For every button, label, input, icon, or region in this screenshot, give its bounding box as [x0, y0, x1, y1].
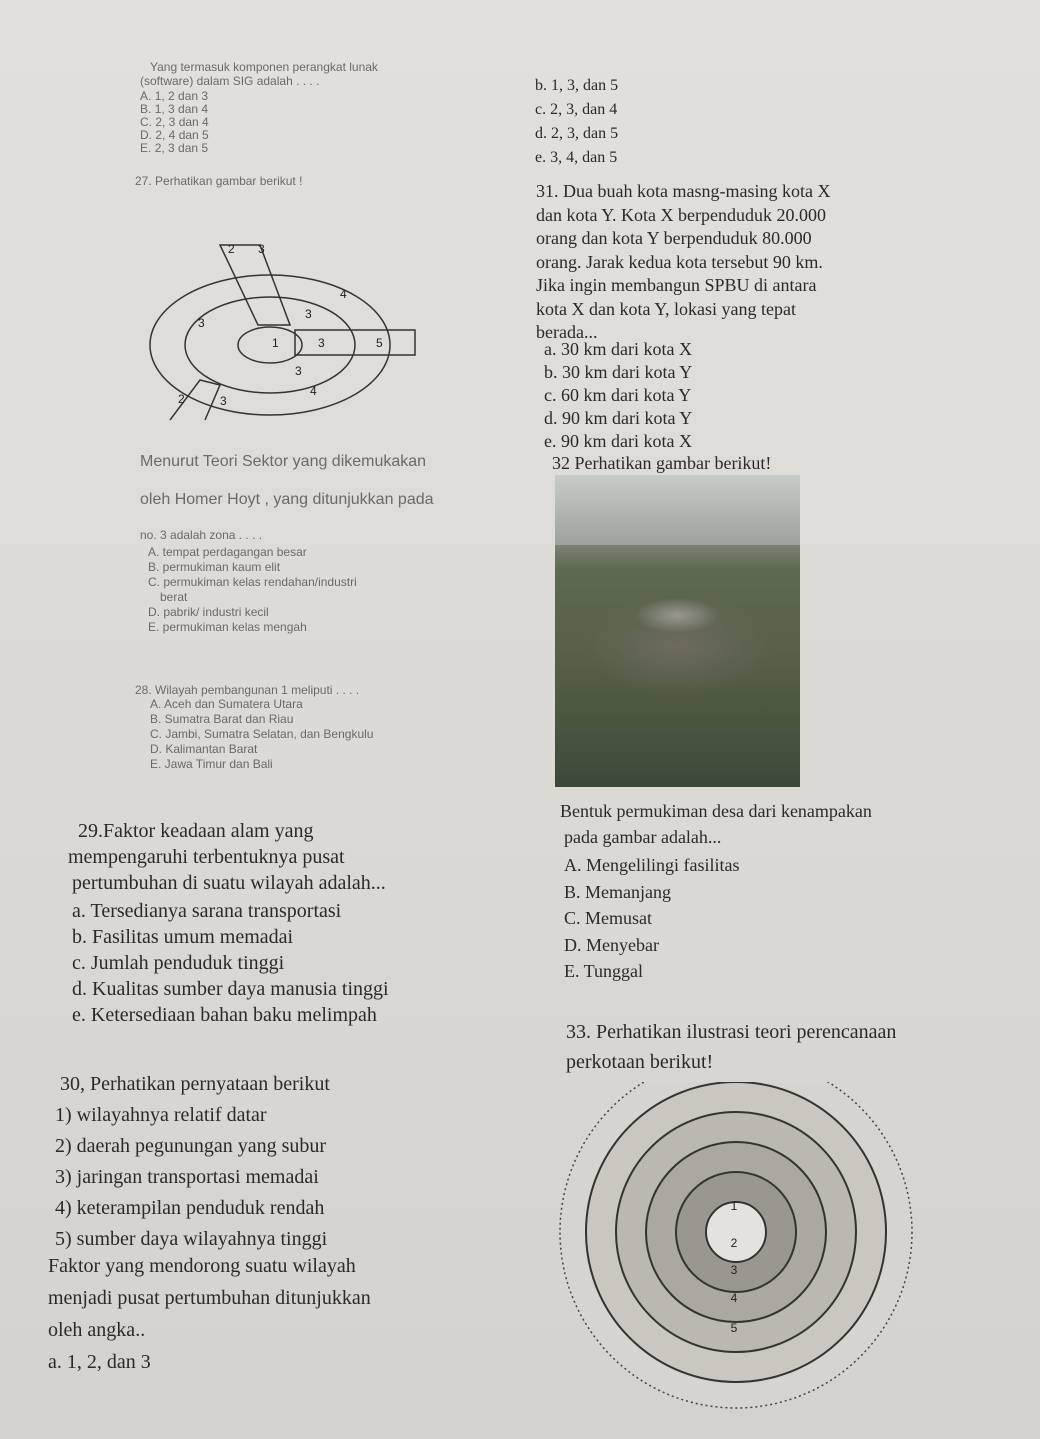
q26-stem-line2: (software) dalam SIG adalah . . . . — [140, 74, 320, 88]
q32-opt: C. Memusat — [564, 908, 652, 928]
q26-right-opt: d. 2, 3, dan 5 — [535, 125, 619, 142]
q31-stem — [536, 180, 830, 345]
diagram-label: 1 — [272, 336, 279, 350]
q26-opt-letter: C. — [140, 115, 152, 129]
q31-line: Jika ingin membangun SPBU di antara — [536, 275, 817, 295]
q33-stem-line2: perkotaan berikut! — [566, 1051, 714, 1073]
q31-opt: b. 30 km dari kota Y — [544, 362, 693, 382]
q31-line: kota X dan kota Y, lokasi yang tepat — [536, 298, 796, 319]
diagram-label: 2 — [178, 392, 185, 406]
q28-opt: D. Kalimantan Barat — [150, 742, 258, 756]
q29-options — [72, 898, 389, 1028]
q26-opt-letter: A. — [140, 89, 152, 103]
q28-stem: 28. Wilayah pembangunan 1 meliputi . . . . — [135, 683, 360, 697]
q30-tail-line: Faktor yang mendorong suatu wilayah — [48, 1255, 356, 1277]
q26-opt-letter: E. — [140, 141, 152, 155]
photo-sky-region — [555, 475, 800, 545]
q27-opt: E. permukiman kelas mengah — [148, 620, 307, 634]
ring-label: 5 — [730, 1321, 738, 1335]
q32-after-line: pada gambar adalah... — [564, 827, 722, 847]
q29-stem-line: 29.Faktor keadaan alam yang — [78, 820, 314, 842]
q31-opt: e. 90 km dari kota X — [544, 431, 692, 451]
q29-stem — [68, 818, 386, 896]
q31-opt: d. 90 km dari kota Y — [544, 408, 693, 428]
concentric-zone-diagram — [556, 1082, 916, 1422]
ring-label: 2 — [730, 1236, 738, 1250]
diagram-label: 3 — [295, 364, 302, 378]
diagram-label: 4 — [340, 287, 347, 301]
diagram-label: 3 — [305, 307, 312, 321]
q27-after-line1: Menurut Teori Sektor yang dikemukakan — [140, 453, 427, 470]
q29-opt: a. Tersedianya sarana transportasi — [72, 900, 342, 922]
diagram-label: 3 — [220, 394, 227, 408]
ring-label: 4 — [730, 1291, 738, 1305]
q26-right-opt: b. 1, 3, dan 5 — [535, 77, 619, 94]
ring-label: 3 — [730, 1263, 738, 1277]
q27-after-line3: no. 3 adalah zona . . . . — [140, 528, 263, 542]
q26-right-options — [535, 74, 618, 170]
ring-label: 1 — [730, 1199, 738, 1213]
q27-after-line2: oleh Homer Hoyt , yang ditunjukkan pada — [140, 491, 434, 508]
q27-opt: B. permukiman kaum elit — [148, 560, 281, 574]
q31-line: berada... — [536, 322, 598, 342]
q30-items — [55, 1100, 327, 1255]
q27-opt: C. permukiman kelas rendahan/industri — [148, 575, 357, 589]
q27-opt: A. tempat perdagangan besar — [148, 545, 307, 559]
q30-tail-line: menjadi pusat pertumbuhan ditunjukkan — [48, 1287, 371, 1309]
q26-opt: 2, 3 dan 5 — [154, 141, 209, 155]
q26-opt: 1, 3 dan 4 — [154, 102, 209, 116]
q29-stem-line: pertumbuhan di suatu wilayah adalah... — [72, 872, 386, 894]
q28-opt: A. Aceh dan Sumatera Utara — [150, 697, 303, 711]
q30-item: 2) daerah pegunungan yang subur — [55, 1135, 327, 1157]
q30-item: 5) sumber daya wilayahnya tinggi — [55, 1228, 328, 1250]
q32-opt: D. Menyebar — [564, 934, 659, 955]
q26-opt: 1, 2 dan 3 — [154, 89, 209, 103]
q27-opt: berat — [160, 590, 188, 604]
q26-opt-letter: D. — [140, 128, 152, 142]
q26-stem-line1: Yang termasuk komponen perangkat lunak — [150, 60, 378, 74]
q32-opt: A. Mengelilingi fasilitas — [564, 855, 740, 875]
diagram-label: 3 — [318, 336, 325, 350]
q26-opt-letter: B. — [140, 102, 152, 116]
diagram-label: 3 — [258, 242, 265, 256]
q30-tail — [48, 1250, 371, 1378]
diagram-label: 3 — [198, 316, 205, 330]
q30-item: 1) wilayahnya relatif datar — [55, 1104, 267, 1126]
q28-opt: B. Sumatra Barat dan Riau — [150, 712, 294, 726]
q32-opt: B. Memanjang — [564, 881, 671, 902]
q29-opt: c. Jumlah penduduk tinggi — [72, 952, 285, 974]
q26-opt: 2, 4 dan 5 — [155, 128, 209, 142]
q29-opt: e. Ketersediaan bahan baku melimpah — [72, 1004, 377, 1026]
q30-tail-line: oleh angka.. — [48, 1319, 146, 1341]
q31-opt: a. 30 km dari kota X — [544, 339, 692, 359]
q27-opt: D. pabrik/ industri kecil — [148, 605, 269, 619]
q30-tail-line: a. 1, 2, dan 3 — [48, 1351, 151, 1373]
diagram-label: 5 — [376, 336, 383, 350]
q32-stem: 32 Perhatikan gambar berikut! — [552, 453, 772, 473]
q32-after — [560, 798, 872, 850]
q26-options — [140, 90, 209, 155]
q29-opt: d. Kualitas sumber daya manusia tinggi — [72, 978, 389, 1000]
q28-opt: E. Jawa Timur dan Bali — [150, 757, 273, 771]
q32-after-line: Bentuk permukiman desa dari kenampakan — [560, 801, 872, 821]
q27-options — [148, 545, 357, 635]
q29-stem-line: mempengaruhi terbentuknya pusat — [68, 846, 345, 868]
q27-stem: 27. Perhatikan gambar berikut ! — [135, 174, 303, 188]
q31-line: 31. Dua buah kota masng-masing kota X — [536, 181, 831, 201]
aerial-village-photo — [555, 475, 800, 787]
q31-options — [544, 338, 692, 453]
diagram-label: 4 — [310, 384, 317, 398]
q28-opt: C. Jambi, Sumatra Selatan, dan Bengkulu — [150, 727, 374, 741]
q33-stem-line1: 33. Perhatikan ilustrasi teori perencanaan — [566, 1021, 897, 1043]
sector-theory-diagram — [140, 225, 440, 425]
q28-options — [150, 697, 373, 772]
q26-opt: 2, 3 dan 4 — [155, 115, 209, 129]
q31-line: orang dan kota Y berpenduduk 80.000 — [536, 228, 812, 248]
q32-options — [564, 852, 739, 985]
q26-right-opt: e. 3, 4, dan 5 — [535, 149, 618, 166]
q29-opt: b. Fasilitas umum memadai — [72, 926, 294, 948]
q31-line: dan kota Y. Kota X berpenduduk 20.000 — [536, 204, 826, 225]
q26-right-opt: c. 2, 3, dan 4 — [535, 101, 618, 118]
q31-opt: c. 60 km dari kota Y — [544, 385, 692, 405]
q30-item: 3) jaringan transportasi memadai — [55, 1166, 319, 1188]
diagram-label: 2 — [228, 242, 235, 256]
q32-opt: E. Tunggal — [564, 961, 644, 981]
q30-item: 4) keterampilan penduduk rendah — [55, 1197, 325, 1219]
q31-line: orang. Jarak kedua kota tersebut 90 km. — [536, 251, 823, 272]
q30-stem: 30, Perhatikan pernyataan berikut — [60, 1073, 330, 1095]
